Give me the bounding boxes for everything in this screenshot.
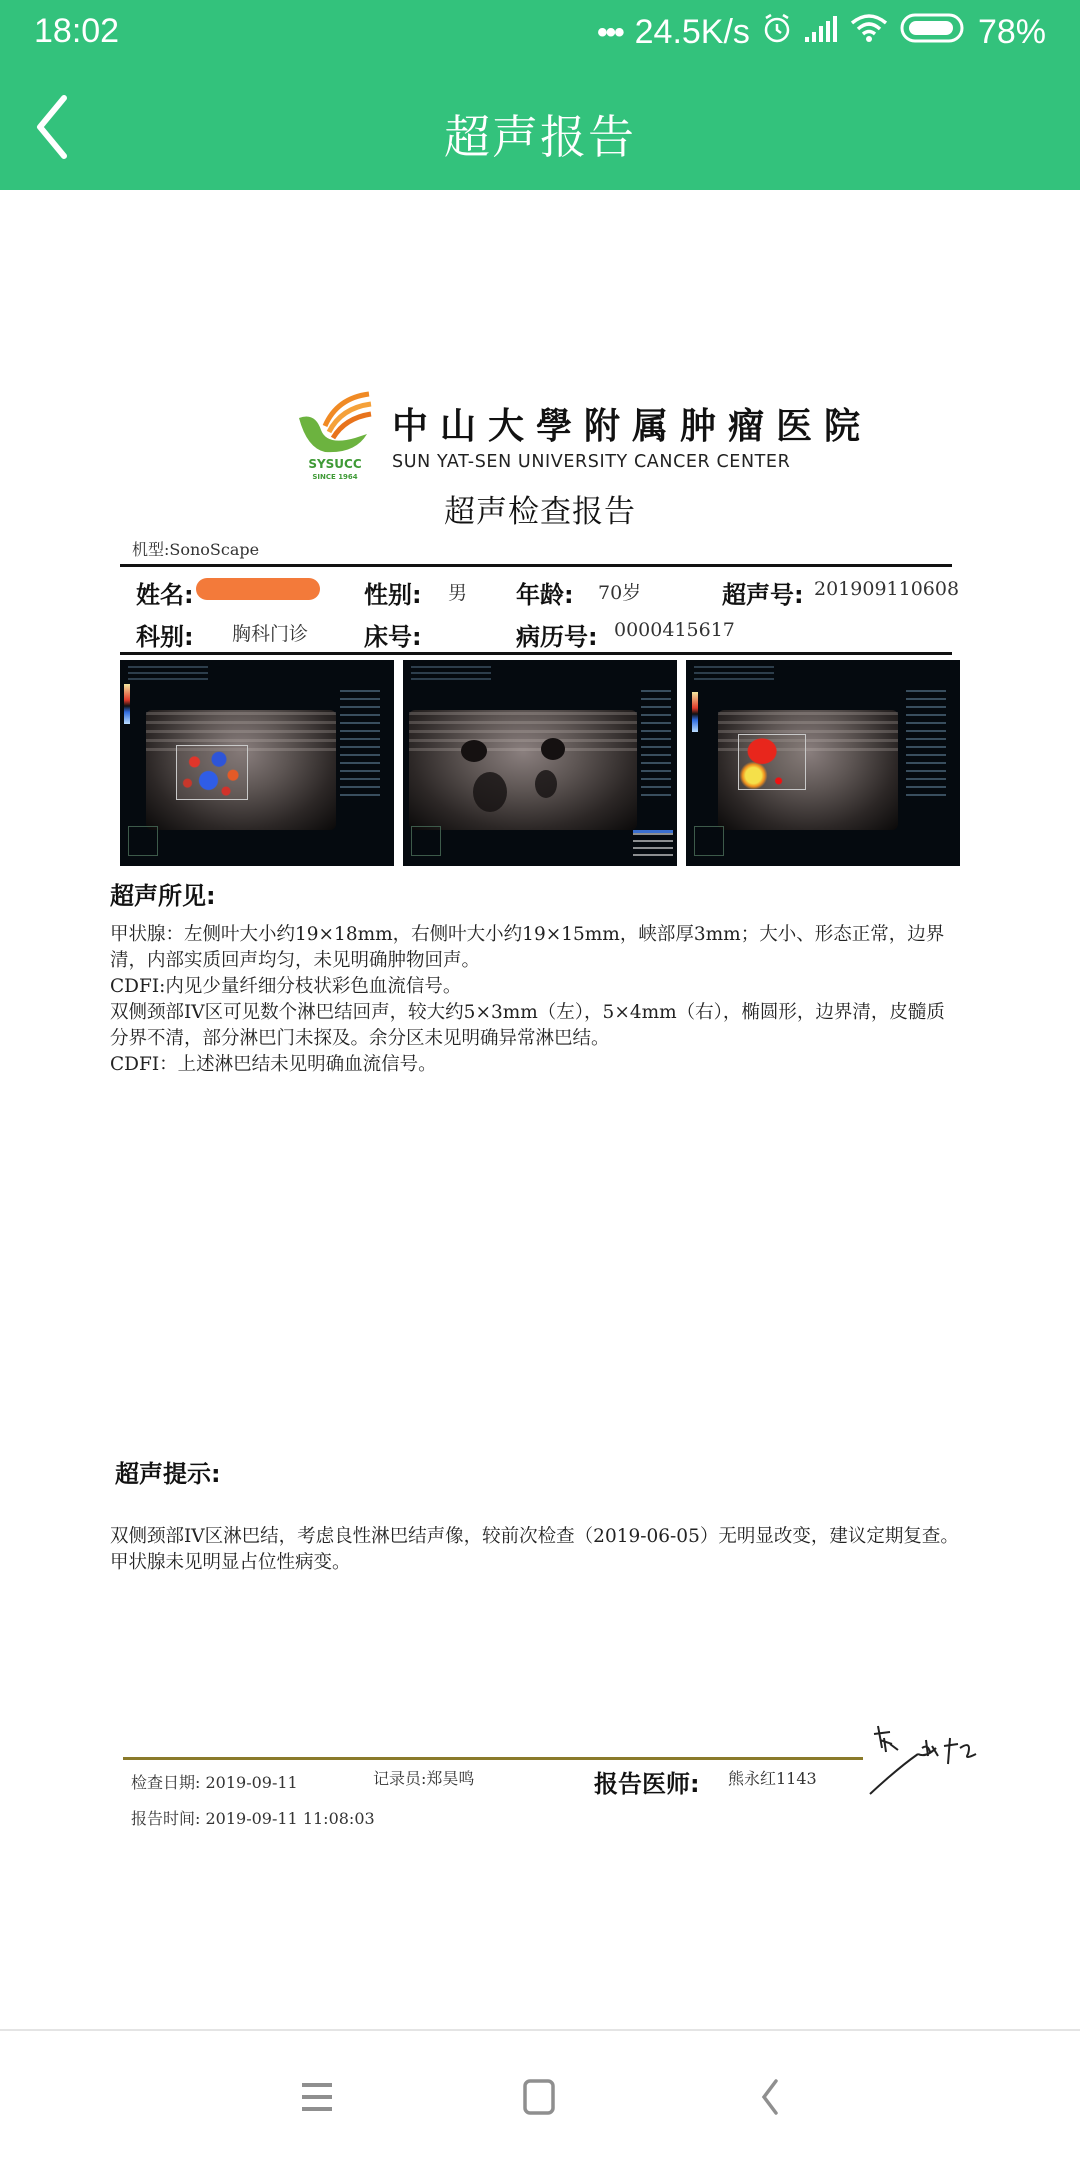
network-speed: 24.5K/s xyxy=(634,13,750,51)
ultrasound-image-2[interactable] xyxy=(403,660,677,866)
home-button[interactable] xyxy=(510,2067,570,2127)
image-parameters xyxy=(906,690,946,800)
home-icon xyxy=(510,2067,570,2127)
status-bar xyxy=(0,0,1080,68)
us-number-value: 201909110608 xyxy=(814,578,960,600)
more-notifications-icon: ••• xyxy=(597,15,623,49)
dept-label: 科别: xyxy=(136,623,194,651)
hospital-name-en: SUN YAT-SEN UNIVERSITY CANCER CENTER xyxy=(392,452,791,472)
image-parameters xyxy=(641,690,671,800)
logo-text: SYSUCC xyxy=(308,457,362,471)
probe-icon xyxy=(128,826,158,856)
sex-value: 男 xyxy=(448,582,468,604)
record-number-label: 病历号: xyxy=(516,623,598,651)
status-time: 18:02 xyxy=(34,12,120,50)
hospital-name-cn: 中山大學附属肿瘤医院 xyxy=(392,405,873,447)
bed-label: 床号: xyxy=(364,623,422,651)
exam-date: 检查日期: 2019-09-11 xyxy=(131,1773,298,1792)
doctor-signature xyxy=(868,1718,998,1798)
report-time: 报告时间: 2019-09-11 11:08:03 xyxy=(131,1809,375,1828)
recorder: 记录员:郑昊鸣 xyxy=(373,1769,475,1788)
lymph-node xyxy=(535,770,557,798)
report-document[interactable] xyxy=(0,190,1080,2030)
system-nav-bar xyxy=(0,2029,1080,2160)
redacted-name xyxy=(196,578,320,600)
ultrasound-image-1[interactable] xyxy=(120,660,394,866)
tissue-layers xyxy=(409,712,637,752)
probe-icon xyxy=(411,826,441,856)
image-header-text xyxy=(128,666,208,680)
nav-back-button[interactable] xyxy=(740,2067,800,2127)
color-scale xyxy=(692,692,698,732)
lymph-node xyxy=(541,738,565,760)
findings-line: CDFI：上述淋巴结未见明确血流信号。 xyxy=(110,1054,437,1075)
divider xyxy=(120,652,952,655)
battery-icon xyxy=(900,12,966,53)
doppler-box xyxy=(176,745,248,800)
doctor-value: 熊永红1143 xyxy=(728,1769,817,1788)
divider xyxy=(120,564,952,567)
impression-line: 甲状腺未见明显占位性病变。 xyxy=(110,1552,351,1573)
name-label: 姓名: xyxy=(136,581,194,609)
measurement-table xyxy=(633,830,673,860)
alarm-icon xyxy=(762,12,792,53)
hospital-header xyxy=(295,390,873,481)
top-bar xyxy=(0,0,1080,190)
findings-line: CDFI:内见少量纤细分枝状彩色血流信号。 xyxy=(110,976,462,997)
image-header-text xyxy=(694,666,774,680)
footer-divider xyxy=(123,1757,863,1760)
findings-line: 双侧颈部IV区可见数个淋巴结回声，较大约5×3mm（左），5×4mm（右），椭圆形，边界清，皮髓质分界不清，部分淋巴门未探及。余分区未见明确异常淋巴结。 xyxy=(110,1002,945,1049)
report-title: 超声检查报告 xyxy=(444,494,636,530)
impression-text xyxy=(110,1524,960,1576)
signal-icon xyxy=(804,13,838,52)
doppler-box xyxy=(738,734,806,790)
menu-button[interactable] xyxy=(288,2067,348,2127)
menu-icon xyxy=(288,2067,348,2127)
findings-text xyxy=(110,922,960,1078)
ultrasound-image-3[interactable] xyxy=(686,660,960,866)
color-scale xyxy=(124,684,130,724)
impression-title: 超声提示: xyxy=(115,1460,221,1488)
hospital-logo xyxy=(295,390,375,482)
lymph-node xyxy=(461,740,487,762)
image-header-text xyxy=(411,666,491,680)
probe-icon xyxy=(694,826,724,856)
logo-since: SINCE 1964 xyxy=(312,473,358,481)
machine-model: 机型:SonoScape xyxy=(132,540,260,559)
image-parameters xyxy=(340,690,380,800)
lymph-node xyxy=(473,772,507,812)
us-number-label: 超声号: xyxy=(722,581,804,609)
age-value: 70岁 xyxy=(598,582,642,604)
findings-line: 甲状腺：左侧叶大小约19×18mm，右侧叶大小约19×15mm，峡部厚3mm；大小、形态正常，边界清，内部实质回声均匀，未见明确肿物回声。 xyxy=(110,924,945,971)
record-number-value: 0000415617 xyxy=(614,619,735,641)
wifi-icon xyxy=(850,13,888,52)
age-label: 年龄: xyxy=(516,581,574,609)
doctor-label: 报告医师: xyxy=(594,1770,700,1798)
status-icons xyxy=(597,12,1046,53)
sex-label: 性别: xyxy=(364,581,422,609)
back-icon xyxy=(740,2067,800,2127)
app-bar xyxy=(0,68,1080,190)
dept-value: 胸科门诊 xyxy=(232,623,309,645)
battery-percent: 78% xyxy=(977,13,1046,51)
findings-title: 超声所见: xyxy=(110,882,216,910)
impression-line: 双侧颈部IV区淋巴结，考虑良性淋巴结声像，较前次检查（2019-06-05）无明显改变，建议定期复查。 xyxy=(110,1526,959,1547)
page-title: 超声报告 xyxy=(444,110,636,164)
